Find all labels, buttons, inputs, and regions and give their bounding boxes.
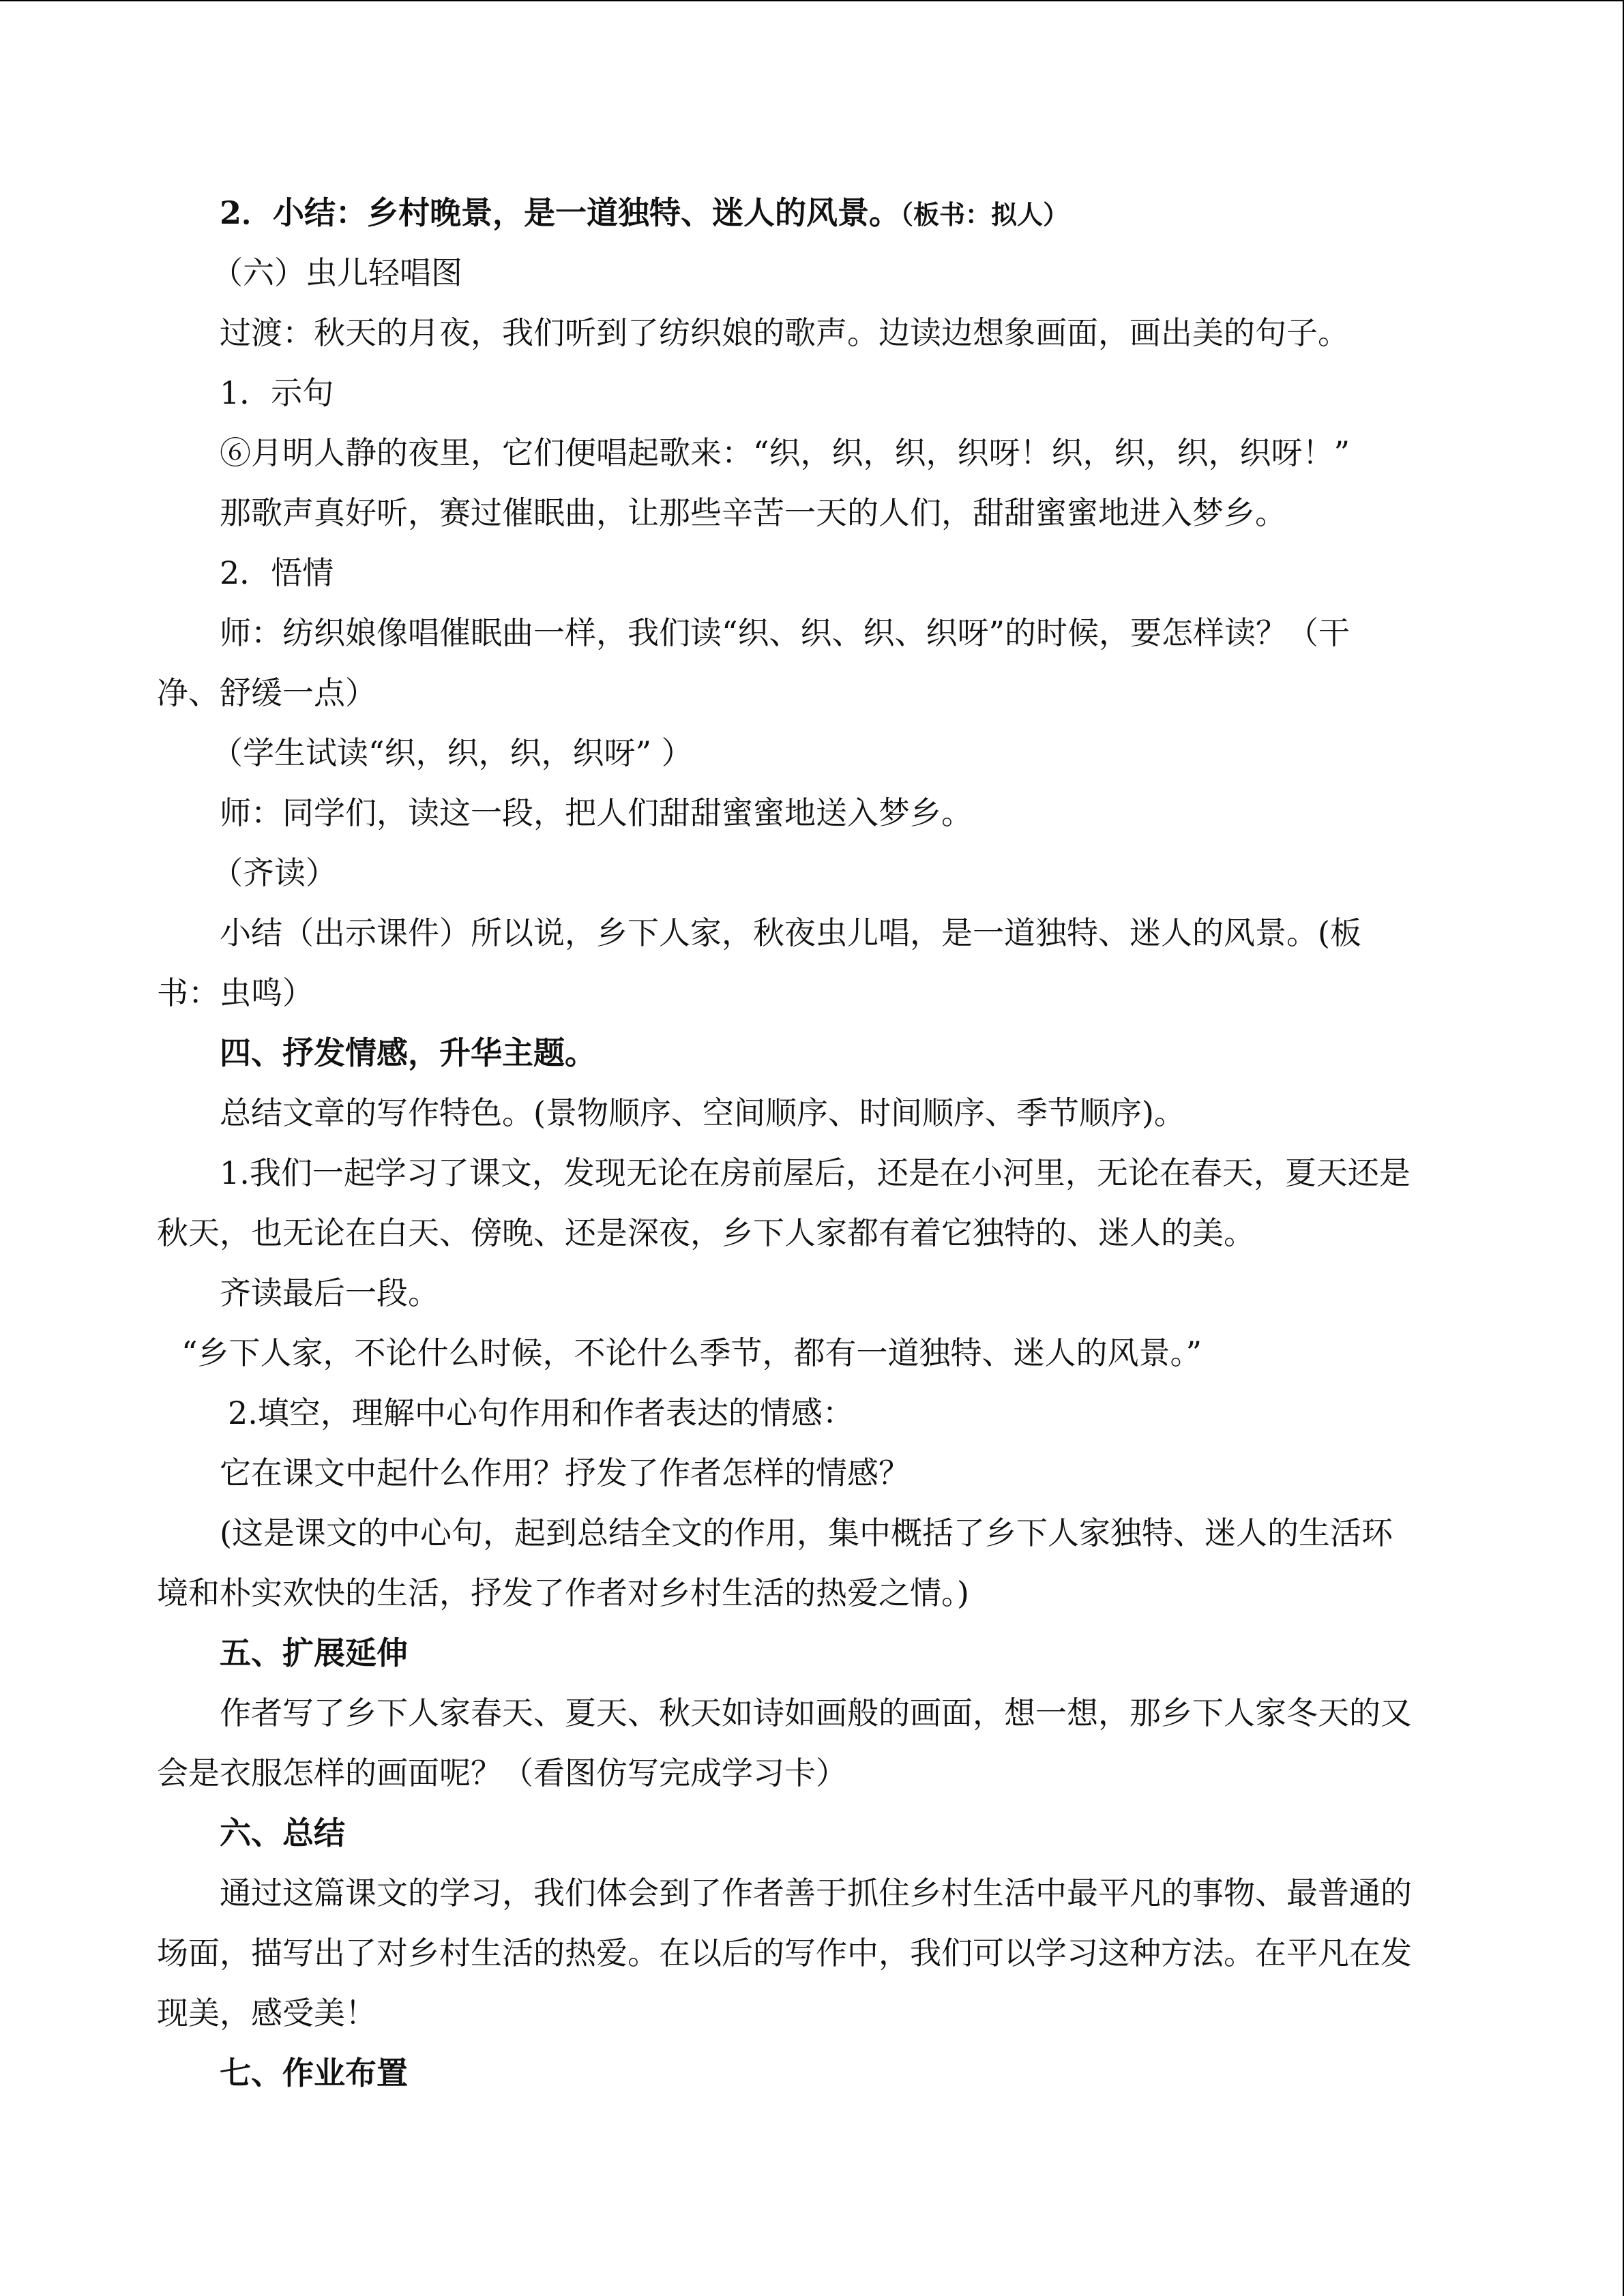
section-heading: （六）虫儿轻唱图 (211, 254, 462, 291)
paragraph: 齐读最后一段。 (220, 1274, 439, 1311)
paragraph: 过渡：秋天的月夜，我们听到了纺织娘的歌声。边读边想象画面，画出美的句子。 (220, 314, 1349, 351)
paragraph: 通过这篇课文的学习，我们体会到了作者善于抓住乡村生活中最平凡的事物、最普通的 (220, 1875, 1412, 1911)
paragraph: 它在课文中起什么作用？抒发了作者怎样的情感？ (220, 1455, 910, 1491)
paragraph: 1.我们一起学习了课文，发现无论在房前屋后，还是在小河里，无论在春天，夏天还是 (220, 1154, 1411, 1191)
paragraph: （学生试读“织，织，织，织呀” ） (211, 734, 693, 771)
paragraph: 场面，描写出了对乡村生活的热爱。在以后的写作中，我们可以学习这种方法。在平凡在发 (157, 1935, 1412, 1971)
paragraph: （齐读） (211, 854, 337, 891)
section-heading: 七、作业布置 (220, 2055, 408, 2091)
quote: “乡下人家，不论什么时候，不论什么季节，都有一道独特、迷人的风景。” (181, 1335, 1202, 1371)
paragraph: 净、舒缓一点） (157, 674, 377, 711)
paragraph: 现美，感受美！ (157, 1995, 377, 2031)
paragraph: 作者写了乡下人家春天、夏天、秋天如诗如画般的画面，想一想，那乡下人家冬天的又 (220, 1695, 1412, 1731)
summary-line: 2．小结：乡村晚景，是一道独特、迷人的风景。（板书：拟人） (220, 194, 1069, 231)
paragraph: 师：纺织娘像唱催眠曲一样，我们读“织、织、织、织呀”的时候，要怎样读？（干 (220, 614, 1350, 651)
paragraph: 会是衣服怎样的画面呢？（看图仿写完成学习卡） (157, 1755, 847, 1791)
paragraph: 2.填空，理解中心句作用和作者表达的情感： (228, 1395, 854, 1431)
section-heading: 五、扩展延伸 (220, 1635, 408, 1671)
section-heading: 四、抒发情感，升华主题。 (220, 1034, 596, 1071)
paragraph: 总结文章的写作特色。(景物顺序、空间顺序、时间顺序、季节顺序)。 (220, 1094, 1185, 1131)
paragraph: 那歌声真好听，赛过催眠曲，让那些辛苦一天的人们，甜甜蜜蜜地进入梦乡。 (220, 494, 1286, 531)
paragraph: 书：虫鸣） (157, 974, 314, 1011)
section-heading: 六、总结 (220, 1815, 345, 1851)
paragraph: ⑥月明人静的夜里，它们便唱起歌来：“织，织，织，织呀！织，织，织，织呀！” (220, 434, 1350, 471)
paragraph: (这是课文的中心句，起到总结全文的作用，集中概括了乡下人家独特、迷人的生活环 (220, 1515, 1393, 1551)
paragraph: 1．示句 (220, 374, 334, 411)
paragraph: 秋天，也无论在白天、傍晚、还是深夜，乡下人家都有着它独特的、迷人的美。 (157, 1214, 1255, 1251)
paragraph: 师：同学们，读这一段，把人们甜甜蜜蜜地送入梦乡。 (220, 794, 973, 831)
paragraph: 境和朴实欢快的生活，抒发了作者对乡村生活的热爱之情。) (157, 1575, 969, 1611)
board-note: （板书：拟人） (900, 199, 1069, 230)
paragraph: 小结（出示课件）所以说，乡下人家，秋夜虫儿唱，是一道独特、迷人的风景。(板 (220, 914, 1361, 951)
paragraph: 2．悟情 (220, 554, 334, 591)
